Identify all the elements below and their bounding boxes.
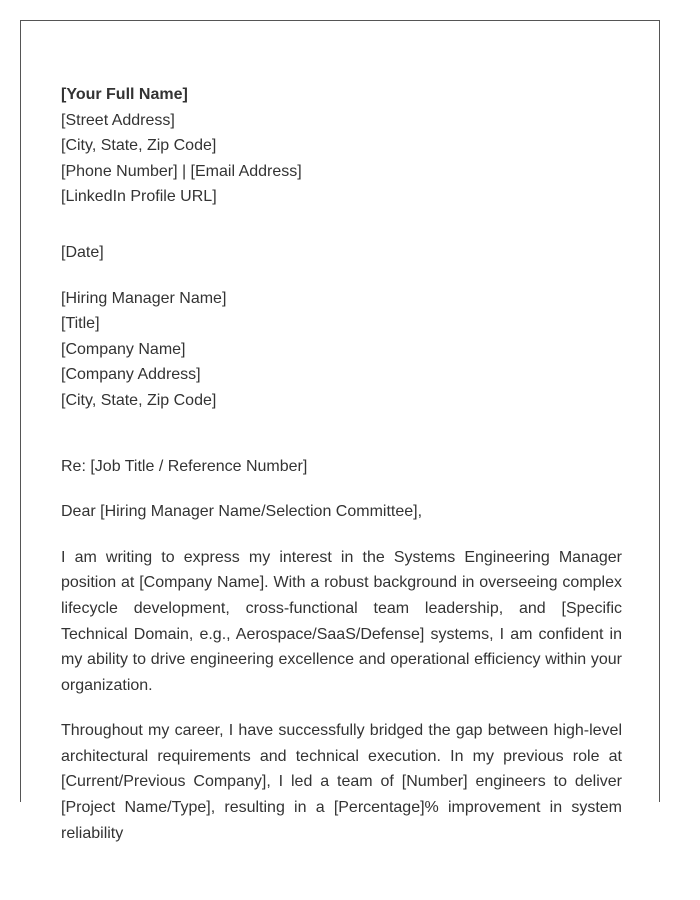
recipient-city-state-zip: [City, State, Zip Code]: [61, 391, 217, 409]
letter-content: [61, 82, 622, 862]
recipient-address: [Company Address]: [61, 366, 201, 384]
recipient-block: [61, 286, 622, 414]
recipient-title: [Title]: [61, 315, 100, 333]
re-line: Re: [Job Title / Reference Number]: [61, 457, 308, 475]
date-block: [61, 240, 622, 266]
body-paragraph-2: Throughout my career, I have successfully bridged the gap between high-level architectural requirements and technical execution. In my previous role at [Current/Previous Company], I led a team of [Number] engineers to deliver [Project Name/Type], resulting in a [Percentage]% improvement in system reliability: [61, 722, 622, 842]
sender-street: [Street Address]: [61, 111, 175, 129]
letter-date: [Date]: [61, 243, 104, 261]
recipient-name: [Hiring Manager Name]: [61, 289, 227, 307]
salutation: Dear [Hiring Manager Name/Selection Committee],: [61, 503, 423, 521]
sender-city-state-zip: [City, State, Zip Code]: [61, 137, 217, 155]
letter-page: [20, 20, 660, 842]
body-paragraph-1: I am writing to express my interest in the Systems Engineering Manager position at [Company Name]. With a robust background in overseeing complex lifecycle development, cross-functional team leadership, and [Specific Technical Domain, e.g., Aerospace/SaaS/Defense] systems, I am confident in my ability to drive engineering excellence and operational efficiency within your organization.: [61, 548, 622, 694]
re-block: [61, 454, 622, 480]
sender-linkedin: [LinkedIn Profile URL]: [61, 188, 217, 206]
recipient-company: [Company Name]: [61, 340, 186, 358]
sender-phone-email: [Phone Number] | [Email Address]: [61, 162, 302, 180]
salutation-block: [61, 499, 622, 525]
sender-name: [Your Full Name]: [61, 86, 188, 103]
sender-block: [61, 82, 622, 210]
